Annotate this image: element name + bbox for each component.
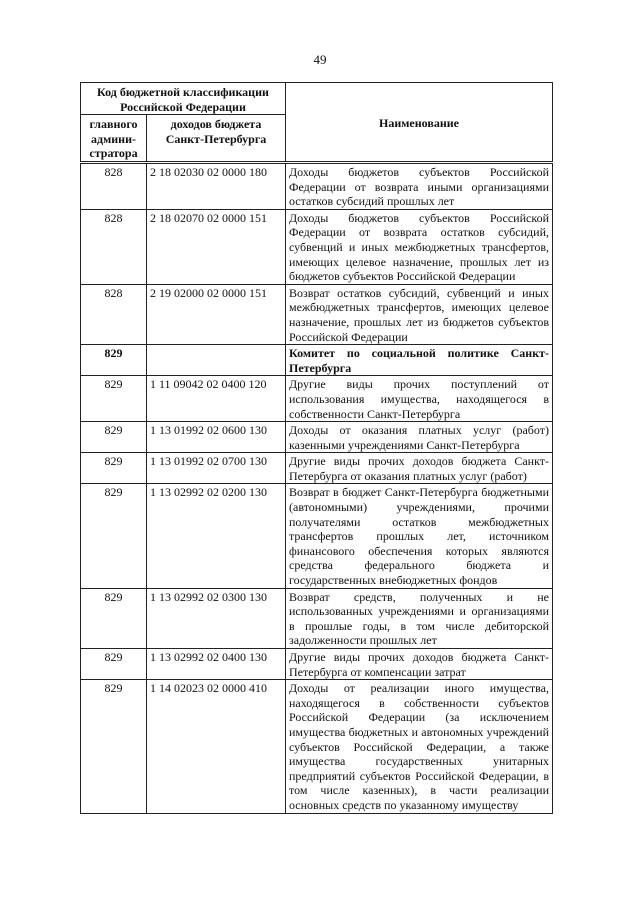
- admin-code-cell: 828: [81, 164, 147, 210]
- name-cell: Другие виды прочих поступлений от использования имущества, находящегося в собственности Санкт-Петербурга: [286, 376, 553, 422]
- table-row: [81, 649, 553, 680]
- income-code-cell: 1 13 02992 02 0400 130: [147, 649, 286, 680]
- code-group-header: Код бюджетной классификации Российской Федерации: [81, 83, 286, 115]
- admin-code-cell: 829: [81, 680, 147, 813]
- income-code-cell: 1 13 01992 02 0700 130: [147, 453, 286, 484]
- table-row: [81, 376, 553, 422]
- table-row: [81, 209, 553, 284]
- name-cell: Другие виды прочих доходов бюджета Санкт-Петербурга от оказания платных услуг (работ): [286, 453, 553, 484]
- table-row: [81, 284, 553, 344]
- header-table: [80, 82, 553, 162]
- admin-code-cell: 829: [81, 422, 147, 453]
- name-cell: Доходы бюджетов субъектов Российской Федерации от возврата остатков субсидий, субвенций и иных межбюджетных трансфертов, имеющих целевое назначение, прошлых лет из бюджетов субъектов Российской Федерации: [286, 209, 553, 284]
- income-code-cell: 1 13 02992 02 0300 130: [147, 588, 286, 648]
- income-code-cell: 2 18 02070 02 0000 151: [147, 209, 286, 284]
- income-code-cell: 1 13 01992 02 0600 130: [147, 422, 286, 453]
- income-code-cell: 1 14 02023 02 0000 410: [147, 680, 286, 813]
- admin-code-cell: 828: [81, 209, 147, 284]
- name-column-header: Наименование: [286, 83, 553, 162]
- income-code-cell: 1 13 02992 02 0200 130: [147, 484, 286, 588]
- admin-code-cell: 829: [81, 345, 147, 376]
- name-cell: Возврат остатков субсидий, субвенций и иных межбюджетных трансфертов, имеющих целевое назначение, прошлых лет из бюджетов субъектов Российской Федерации: [286, 284, 553, 344]
- name-cell: Комитет по социальной политике Санкт-Петербурга: [286, 345, 553, 376]
- classification-table: [80, 163, 553, 814]
- income-code-cell: 2 19 02000 02 0000 151: [147, 284, 286, 344]
- table-row: [81, 588, 553, 648]
- income-code-cell: 1 11 09042 02 0400 120: [147, 376, 286, 422]
- admin-code-cell: 829: [81, 649, 147, 680]
- table-row: [81, 422, 553, 453]
- admin-code-cell: 828: [81, 284, 147, 344]
- table-row: [81, 680, 553, 813]
- table-row: [81, 484, 553, 588]
- admin-code-cell: 829: [81, 376, 147, 422]
- income-column-header: доходов бюджета Санкт-Петербурга: [147, 115, 286, 162]
- name-cell: Возврат в бюджет Санкт-Петербурга бюджетными (автономными) учреждениями, прочими получателями остатков межбюджетных трансфертов прошлых лет, источником финансового обеспечения которых являются средства федерального бюджета и государственных внебюджетных фондов: [286, 484, 553, 588]
- table-row: [81, 164, 553, 210]
- name-cell: Доходы от реализации иного имущества, находящегося в собственности субъектов Российской Федерации (за исключением имущества бюджетных и автономных учреждений субъектов Российской Федерации, а также имущества государственных унитарных предприятий субъектов Российской Федерации, в том числе казенных), в части реализации основных средств по указанному имуществу: [286, 680, 553, 813]
- name-cell: Доходы бюджетов субъектов Российской Федерации от возврата иными организациями остатков субсидий прошлых лет: [286, 164, 553, 210]
- name-cell: Доходы от оказания платных услуг (работ) казенными учреждениями Санкт-Петербурга: [286, 422, 553, 453]
- admin-code-cell: 829: [81, 588, 147, 648]
- income-code-cell: [147, 345, 286, 376]
- page-number: 49: [313, 52, 327, 67]
- admin-code-cell: 829: [81, 453, 147, 484]
- name-cell: Другие виды прочих доходов бюджета Санкт-Петербурга от компенсации затрат: [286, 649, 553, 680]
- income-code-cell: 2 18 02030 02 0000 180: [147, 164, 286, 210]
- admin-code-cell: 829: [81, 484, 147, 588]
- name-cell: Возврат средств, полученных и не использованных учреждениями и организациями в прошлые годы, в том числе дебиторской задолженности прошлых лет: [286, 588, 553, 648]
- admin-column-header: главного админи-стратора: [81, 115, 147, 162]
- table-row: [81, 453, 553, 484]
- table-row: [81, 345, 553, 376]
